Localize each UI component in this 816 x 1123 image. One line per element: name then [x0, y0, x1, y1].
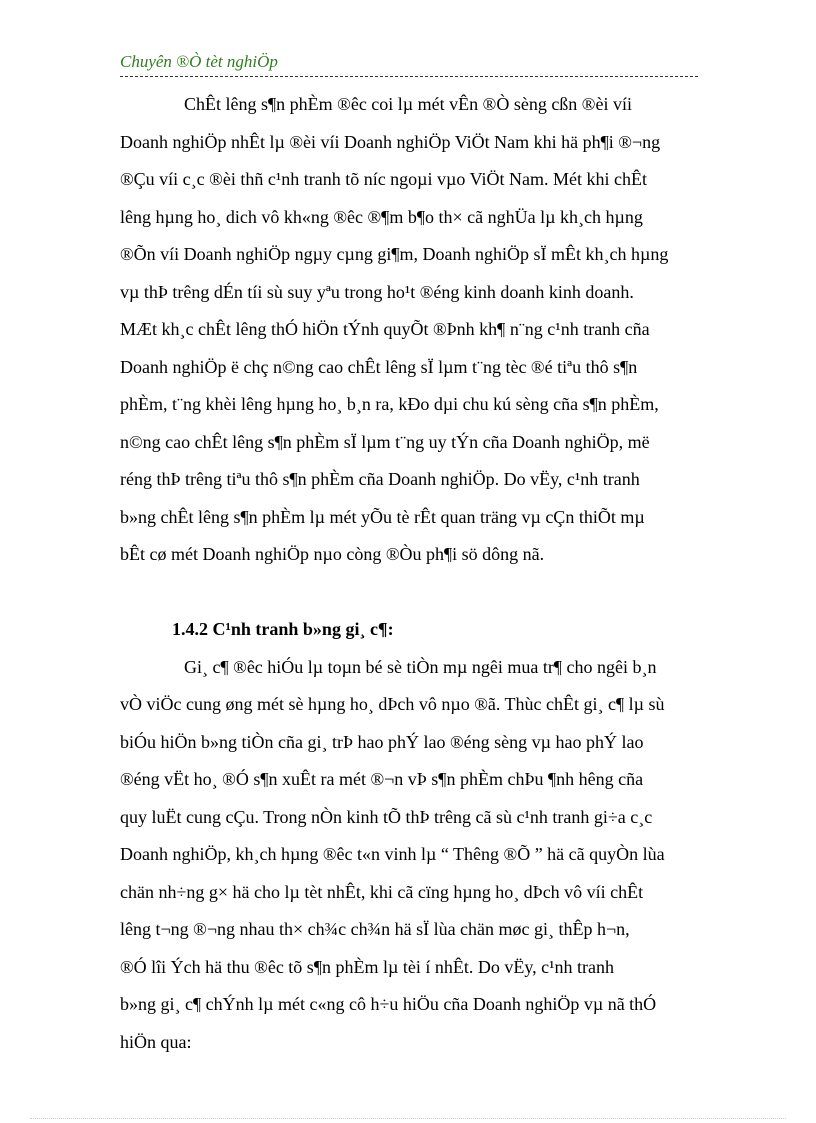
paragraph-1-line: MÆt kh¸c chÊt lêng thÓ hiÖn tÝnh quyÕt ®Þnh kh¶ n¨ng c¹nh tranh cña — [120, 319, 650, 339]
paragraph-1-line: ®Çu víi c¸c ®èi thñ c¹nh tranh tõ níc ngoµi vµo ViÖt Nam. Mét khi chÊt — [120, 169, 647, 189]
paragraph-2-line: biÓu hiÖn b»ng tiÒn cña gi¸ trÞ hao phÝ lao ®éng sèng vµ hao phÝ lao — [120, 731, 644, 752]
paragraph-1-line: réng thÞ trêng tiªu thô s¶n phÈm cña Doanh nghiÖp. Do vËy, c¹nh tranh — [120, 469, 640, 489]
paragraph-2-line: ®Ó lîi Ých hä thu ®êc tõ s¶n phÈm lµ tèi í nhÊt. Do vËy, c¹nh tranh — [120, 956, 615, 977]
page-bottom-rule — [30, 1118, 786, 1119]
paragraph-1-line: n©ng cao chÊt lêng s¶n phÈm sÏ lµm t¨ng uy tÝn cña Doanh nghiÖp, më — [120, 431, 650, 452]
document-body — [120, 86, 696, 1061]
paragraph-1-line: b»ng chÊt lêng s¶n phÈm lµ mét yÕu tè rÊt quan träng vµ cÇn thiÕt mµ — [120, 506, 645, 527]
paragraph-2-line: hiÖn qua: — [120, 1031, 192, 1052]
paragraph-1-line: phÈm, t¨ng khèi lêng hµng ho¸ b¸n ra, kÐo dµi chu kú sèng cña s¶n phÈm, — [120, 394, 659, 414]
paragraph-2-line: lêng t¬ng ®¬ng nhau th× ch¾c ch¾n hä sÏ lùa chän møc gi¸ thÊp h¬n, — [120, 919, 630, 939]
paragraph-1-line: bÊt cø mét Doanh nghiÖp nµo còng ®Òu ph¶i sö dông nã. — [120, 544, 545, 564]
paragraph-spacer — [120, 574, 696, 612]
paragraph-2-line: vÒ viÖc cung øng mét sè hµng ho¸ dÞch vô nµo ®ã. Thùc chÊt gi¸ c¶ lµ sù — [120, 694, 665, 714]
paragraph-2-line: b»ng gi¸ c¶ chÝnh lµ mét c«ng cô h÷u hiÖu cña Doanh nghiÖp vµ nã thÓ — [120, 994, 657, 1014]
paragraph-1-line: vµ thÞ trêng dÉn tíi sù suy yªu trong ho¹t ®éng kinh doanh kinh doanh. — [120, 281, 634, 302]
paragraph-1-line: ®Õn víi Doanh nghiÖp ngµy cµng gi¶m, Doanh nghiÖp sÏ mÊt kh¸ch hµng — [120, 244, 669, 264]
paragraph-1-line: ChÊt lêng s¶n phÈm ®êc coi lµ mét vÊn ®Ò sèng cßn ®èi víi — [184, 94, 632, 114]
paragraph-1-line: Doanh nghiÖp nhÊt lµ ®èi víi Doanh nghiÖp ViÖt Nam khi hä ph¶i ®¬ng — [120, 131, 661, 152]
paragraph-2-line: ®éng vËt ho¸ ®Ó s¶n xuÊt ra mét ®¬n vÞ s¶n phÈm chÞu ¶nh hêng cña — [120, 769, 644, 789]
paragraph-1 — [120, 86, 696, 574]
paragraph-2-line: chän nh÷ng g× hä cho lµ tèt nhÊt, khi cã cïng hµng ho¸ dÞch vô víi chÊt — [120, 881, 644, 902]
page-header — [120, 50, 698, 80]
header-dashed-rule — [120, 76, 698, 77]
header-title: Chuyên ®Ò tèt nghiÖp — [120, 52, 278, 71]
section-heading: 1.4.2 C¹nh tranh b»ng gi¸ c¶: — [172, 619, 394, 639]
paragraph-1-line: Doanh nghiÖp ë chç n©ng cao chÊt lêng sÏ lµm t¨ng tèc ®é tiªu thô s¶n — [120, 356, 638, 377]
paragraph-1-line: lêng hµng ho¸ dich vô kh«ng ®êc ®¶m b¶o th× cã nghÜa lµ kh¸ch hµng — [120, 206, 643, 227]
paragraph-2-line: Gi¸ c¶ ®êc hiÓu lµ toµn bé sè tiÒn mµ ngêi mua tr¶ cho ngêi b¸n — [184, 656, 657, 677]
paragraph-2-line: quy luËt cung cÇu. Trong nÒn kinh tÕ thÞ trêng cã sù c¹nh tranh gi÷a c¸c — [120, 806, 653, 827]
paragraph-2-line: Doanh nghiÖp, kh¸ch hµng ®êc t«n vinh lµ “ Thêng ®Õ ” hä cã quyÒn lùa — [120, 844, 665, 864]
paragraph-2 — [120, 649, 696, 1062]
